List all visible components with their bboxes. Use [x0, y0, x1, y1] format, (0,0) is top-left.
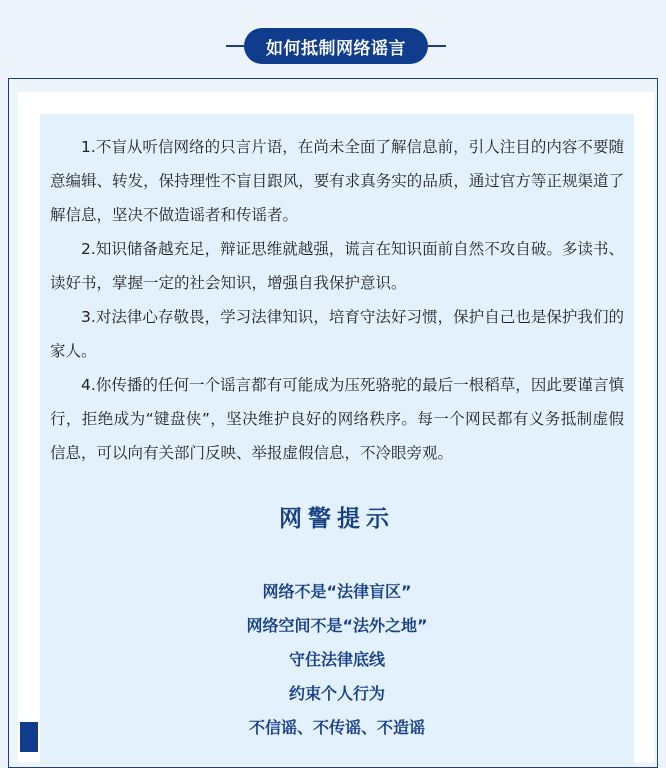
corner-accent	[20, 722, 38, 752]
slogan-item: 约束个人行为	[288, 684, 385, 703]
slogan-item: 不信谣、不传谣、不造谣	[248, 718, 425, 737]
article-body	[50, 130, 624, 470]
paragraph-4: 4.你传播的任何一个谣言都有可能成为压死骆驼的最后一根稻草，因此要谨言慎行，拒绝成为“键盘侠”，坚决维护良好的网络秩序。每一个网民都有义务抵制虚假信息，可以向有关部门反映、举报虚假信息，不冷眼旁观。	[50, 376, 624, 462]
section-title: 如何抵制网络谣言	[244, 28, 428, 64]
slogan-item: 守住法律底线	[288, 650, 385, 669]
section-header	[0, 28, 666, 64]
slogan-list	[40, 575, 634, 745]
slogan-item: 网络空间不是“法外之地”	[246, 616, 428, 635]
police-tips-title: 网警提示	[279, 506, 395, 532]
header-right-line	[424, 45, 446, 47]
paragraph-3: 3.对法律心存敬畏，学习法律知识，培育守法好习惯，保护自己也是保护我们的家人。	[50, 308, 624, 360]
paragraph-2: 2.知识储备越充足，辩证思维就越强，谎言在知识面前自然不攻自破。多读书、读好书，掌握一定的社会知识，增强自我保护意识。	[50, 240, 624, 292]
paragraph-1: 1.不盲从听信网络的只言片语，在尚未全面了解信息前，引人注目的内容不要随意编辑、转发，保持理性不盲目跟风，要有求真务实的品质，通过官方等正规渠道了解信息，坚决不做造谣者和传谣者。	[50, 138, 624, 224]
slogan-item: 网络不是“法律盲区”	[262, 582, 412, 601]
